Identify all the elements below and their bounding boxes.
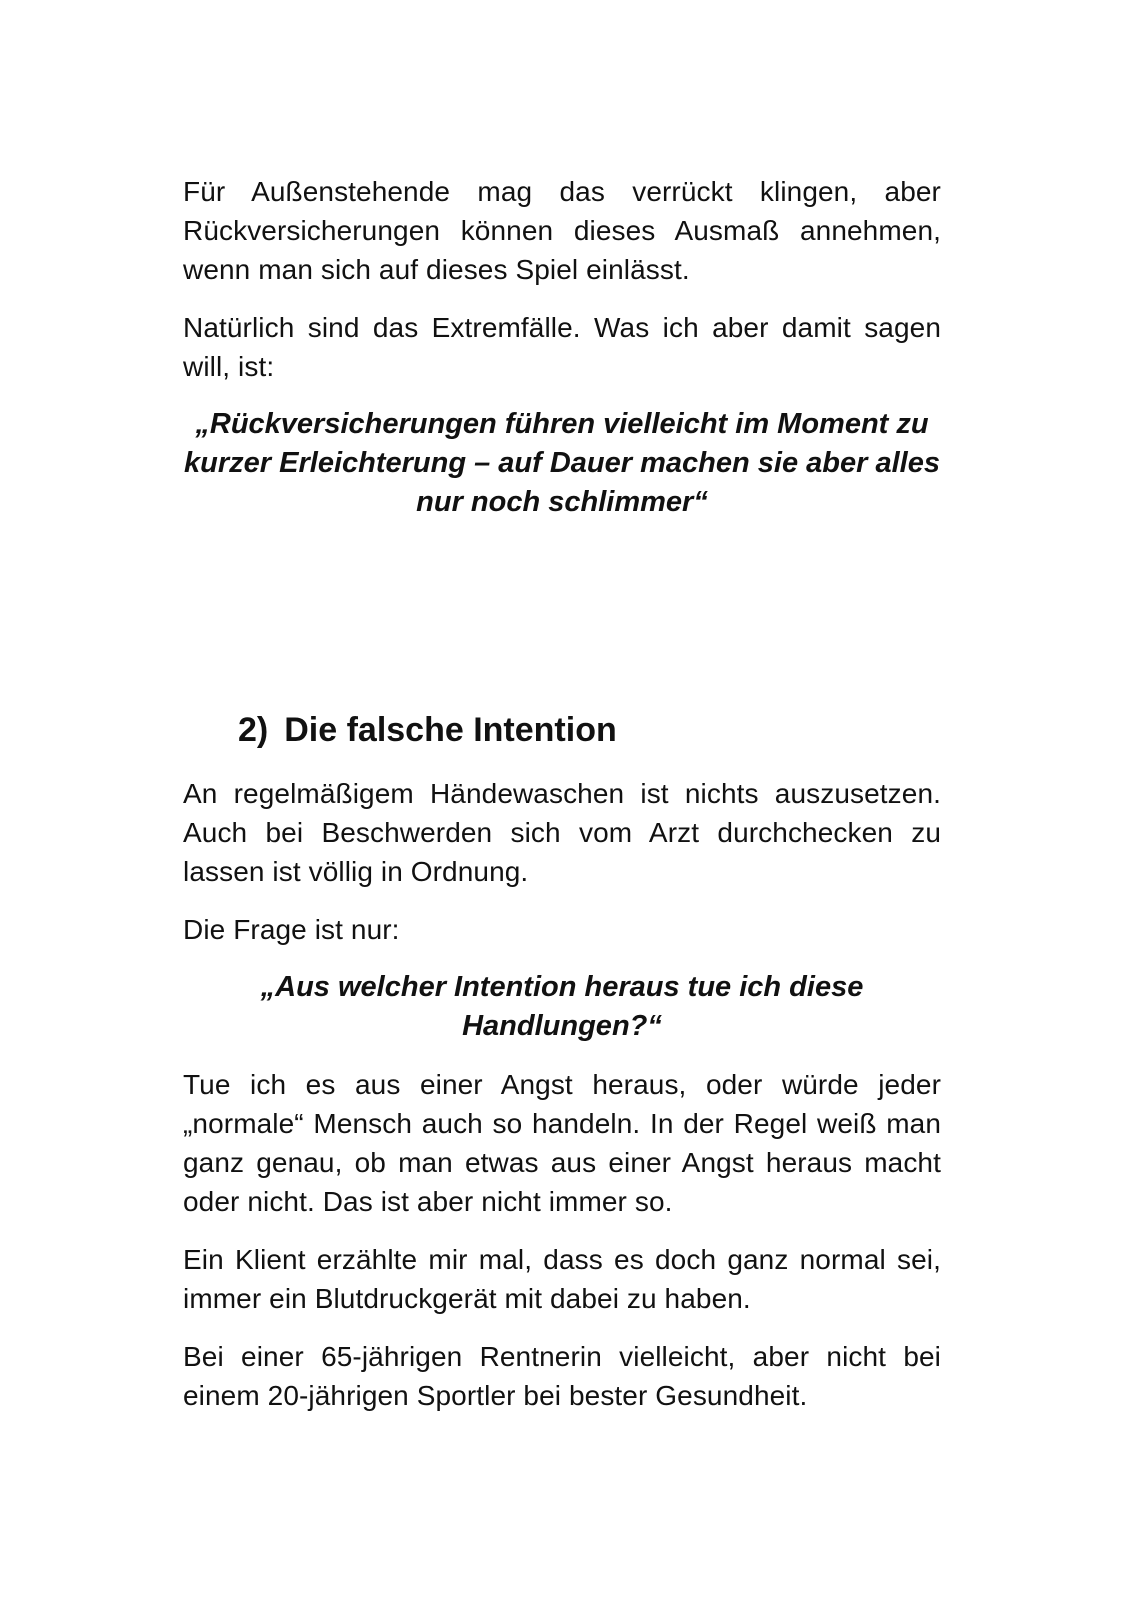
paragraph-extremfaelle: Natürlich sind das Extremfälle. Was ich aber damit sagen will, ist:: [183, 312, 941, 382]
paragraph-angst-heraus: Tue ich es aus einer Angst heraus, oder würde jeder „normale“ Mensch auch so handeln. In der Regel weiß man ganz genau, ob man etwas aus einer Angst heraus macht oder nicht. Das ist aber nicht immer so.: [183, 1069, 941, 1217]
paragraph-ruckversicherungen-ausmass: Für Außenstehende mag das verrückt klingen, aber Rückversicherungen können dieses Ausmaß annehmen, wenn man sich auf dieses Spiel einlässt.: [183, 176, 941, 285]
paragraph-die-frage: Die Frage ist nur:: [183, 914, 400, 945]
page-content: [183, 0, 941, 1434]
paragraph-haendewaschen: An regelmäßigem Händewaschen ist nichts auszusetzen. Auch bei Beschwerden sich vom Arzt durchchecken zu lassen ist völlig in Ordnung.: [183, 778, 941, 887]
section-title: Die falsche Intention: [284, 711, 617, 749]
section-heading: [183, 707, 941, 753]
quote-ruckversicherungen: „Rückversicherungen führen vielleicht im Moment zu kurzer Erleichterung – auf Dauer machen sie aber alles nur noch schlimmer“: [184, 408, 940, 518]
section-number: 2): [238, 711, 269, 749]
paragraph-rentnerin-sportler: Bei einer 65-jährigen Rentnerin vielleicht, aber nicht bei einem 20-jährigen Sportler bei bester Gesundheit.: [183, 1341, 941, 1411]
paragraph-klient-blutdruckgeraet: Ein Klient erzählte mir mal, dass es doch ganz normal sei, immer ein Blutdruckgerät mit dabei zu haben.: [183, 1244, 941, 1314]
quote-intention: „Aus welcher Intention heraus tue ich diese Handlungen?“: [260, 971, 864, 1042]
